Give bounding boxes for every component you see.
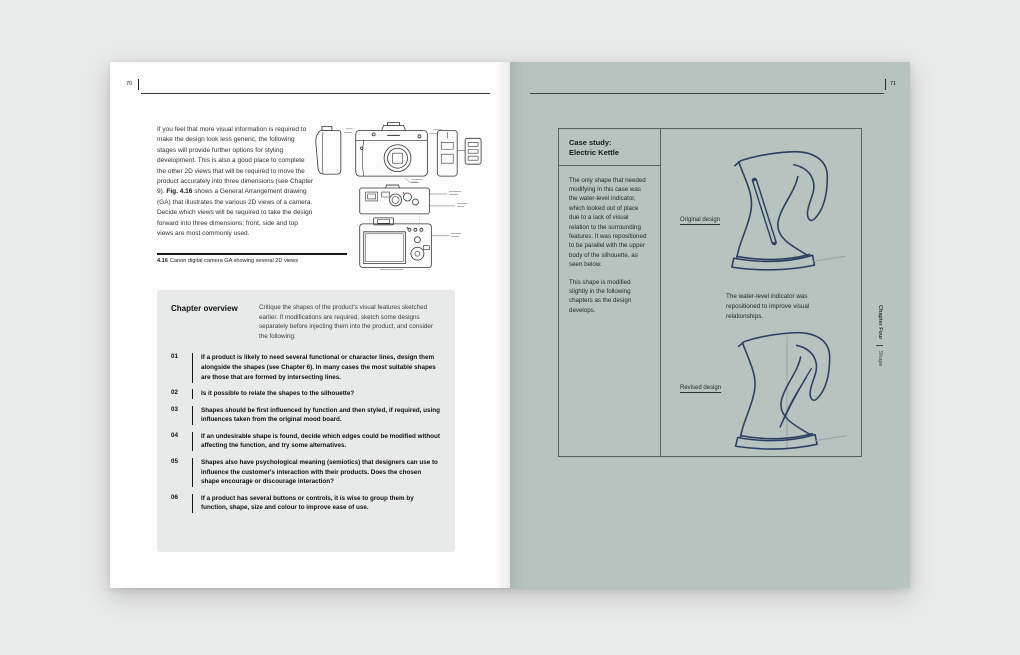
- item-number: 05: [171, 457, 179, 465]
- right-page: [510, 62, 910, 588]
- book-spread: [110, 62, 910, 588]
- case-study-paragraph: This shape is modified slightly in the following chapters as the design develops.: [569, 278, 632, 314]
- overview-intro: Critique the shapes of the product's visual features sketched earlier. If modifications are required, sketch some designs separately before injecting them into the product, and consider the following:: [259, 304, 433, 340]
- revised-kettle-sketch: [720, 328, 855, 454]
- case-study-panel: [558, 128, 862, 457]
- item-text: Shapes should be first influenced by function and then styled, if required, using influences taken from the original mood board.: [201, 406, 440, 424]
- overview-item: [171, 458, 441, 487]
- item-divider: [192, 432, 193, 452]
- item-divider: [192, 353, 193, 382]
- figure-caption: [157, 253, 347, 264]
- figure-caption-number: 4.16: [157, 258, 168, 264]
- figure-reference: Fig. 4.16: [166, 188, 193, 196]
- item-number: 02: [171, 389, 179, 397]
- item-divider: [192, 389, 193, 399]
- intro-text-post: shows a General Arrangement drawing (GA) that illustrates the various 2D views of a camera. Decide which views will be required to take the design forward into three dimensions; front, side and top views are most commonly used.: [157, 188, 313, 238]
- item-divider: [192, 458, 193, 487]
- overview-item: [171, 494, 441, 514]
- header-rule: [141, 93, 490, 94]
- case-study-text-column: [559, 129, 661, 456]
- item-text: Shapes also have psychological meaning (semiotics) that designers can use to influence the customer's interaction with their products. Does the chosen shape encourage or discourage interaction?: [201, 458, 438, 486]
- folio-divider: [138, 79, 139, 90]
- overview-item: [171, 353, 441, 382]
- intro-paragraph: [157, 125, 314, 239]
- item-number: 06: [171, 493, 179, 501]
- case-study-sketch-column: [662, 129, 861, 456]
- item-number: 04: [171, 431, 179, 439]
- page-number-right: 71: [890, 81, 897, 87]
- item-text: If an undesirable shape is found, decide which edges could be modified without affecting the function, and try some alternatives.: [201, 432, 440, 450]
- chapter-overview-panel: [157, 290, 455, 552]
- item-text: If a product is likely to need several functional or character lines, design them alongside the shapes (see Chapter 6). In many cases the most suitable shapes are those that are formed by intersecting lines.: [201, 354, 436, 381]
- folio-divider: [885, 79, 886, 90]
- header-rule: [530, 93, 884, 94]
- side-tab-divider: [877, 345, 884, 346]
- item-divider: [192, 406, 193, 426]
- original-kettle-sketch: [717, 147, 852, 275]
- overview-item: [171, 432, 441, 452]
- chapter-side-tab: [874, 305, 886, 397]
- case-study-paragraph: The only shape that needed modifying in this case was the water-level indicator, which looked out of place due to a lack of visual relation to the surrounding features. It was repositioned to be parallel with the upper body of the silhouette, as seen below.: [569, 176, 647, 269]
- page-number-left: 70: [126, 81, 133, 87]
- side-tab-chapter: Chapter Four: [877, 305, 883, 340]
- camera-ga-figure-illustration: [310, 118, 494, 272]
- case-study-title: [559, 129, 660, 166]
- case-study-title-line2: Electric Kettle: [569, 147, 620, 157]
- item-divider: [192, 494, 193, 514]
- item-text: Is it possible to relate the shapes to the silhouette?: [201, 390, 355, 398]
- left-page: [110, 62, 510, 588]
- kettle-caption: The water-level indicator was repositioned to improve visual relationships.: [726, 293, 810, 321]
- revised-design-label: Revised design: [680, 385, 722, 391]
- overview-item: [171, 389, 441, 399]
- item-number: 03: [171, 405, 179, 413]
- original-design-label: Original design: [680, 217, 721, 223]
- intro-text-pre: If you feel that more visual information is required to make the design look less generic, the following stages will provide further options for styling development. This is also a good place to complete the other 2D views that will be required to move the product accurately into three dimensions (see Chapter 9).: [157, 126, 314, 196]
- item-text: If a product has several buttons or controls, it is wise to group them by function, shape, size and colour to improve ease of use.: [201, 494, 414, 512]
- overview-item: [171, 406, 441, 426]
- case-study-title-line1: Case study:: [569, 138, 612, 147]
- side-tab-section: Shape: [877, 350, 883, 367]
- figure-caption-text: Canon digital camera GA showing several 2D views: [169, 258, 298, 264]
- item-number: 01: [171, 353, 179, 361]
- overview-title: Chapter overview: [171, 304, 238, 313]
